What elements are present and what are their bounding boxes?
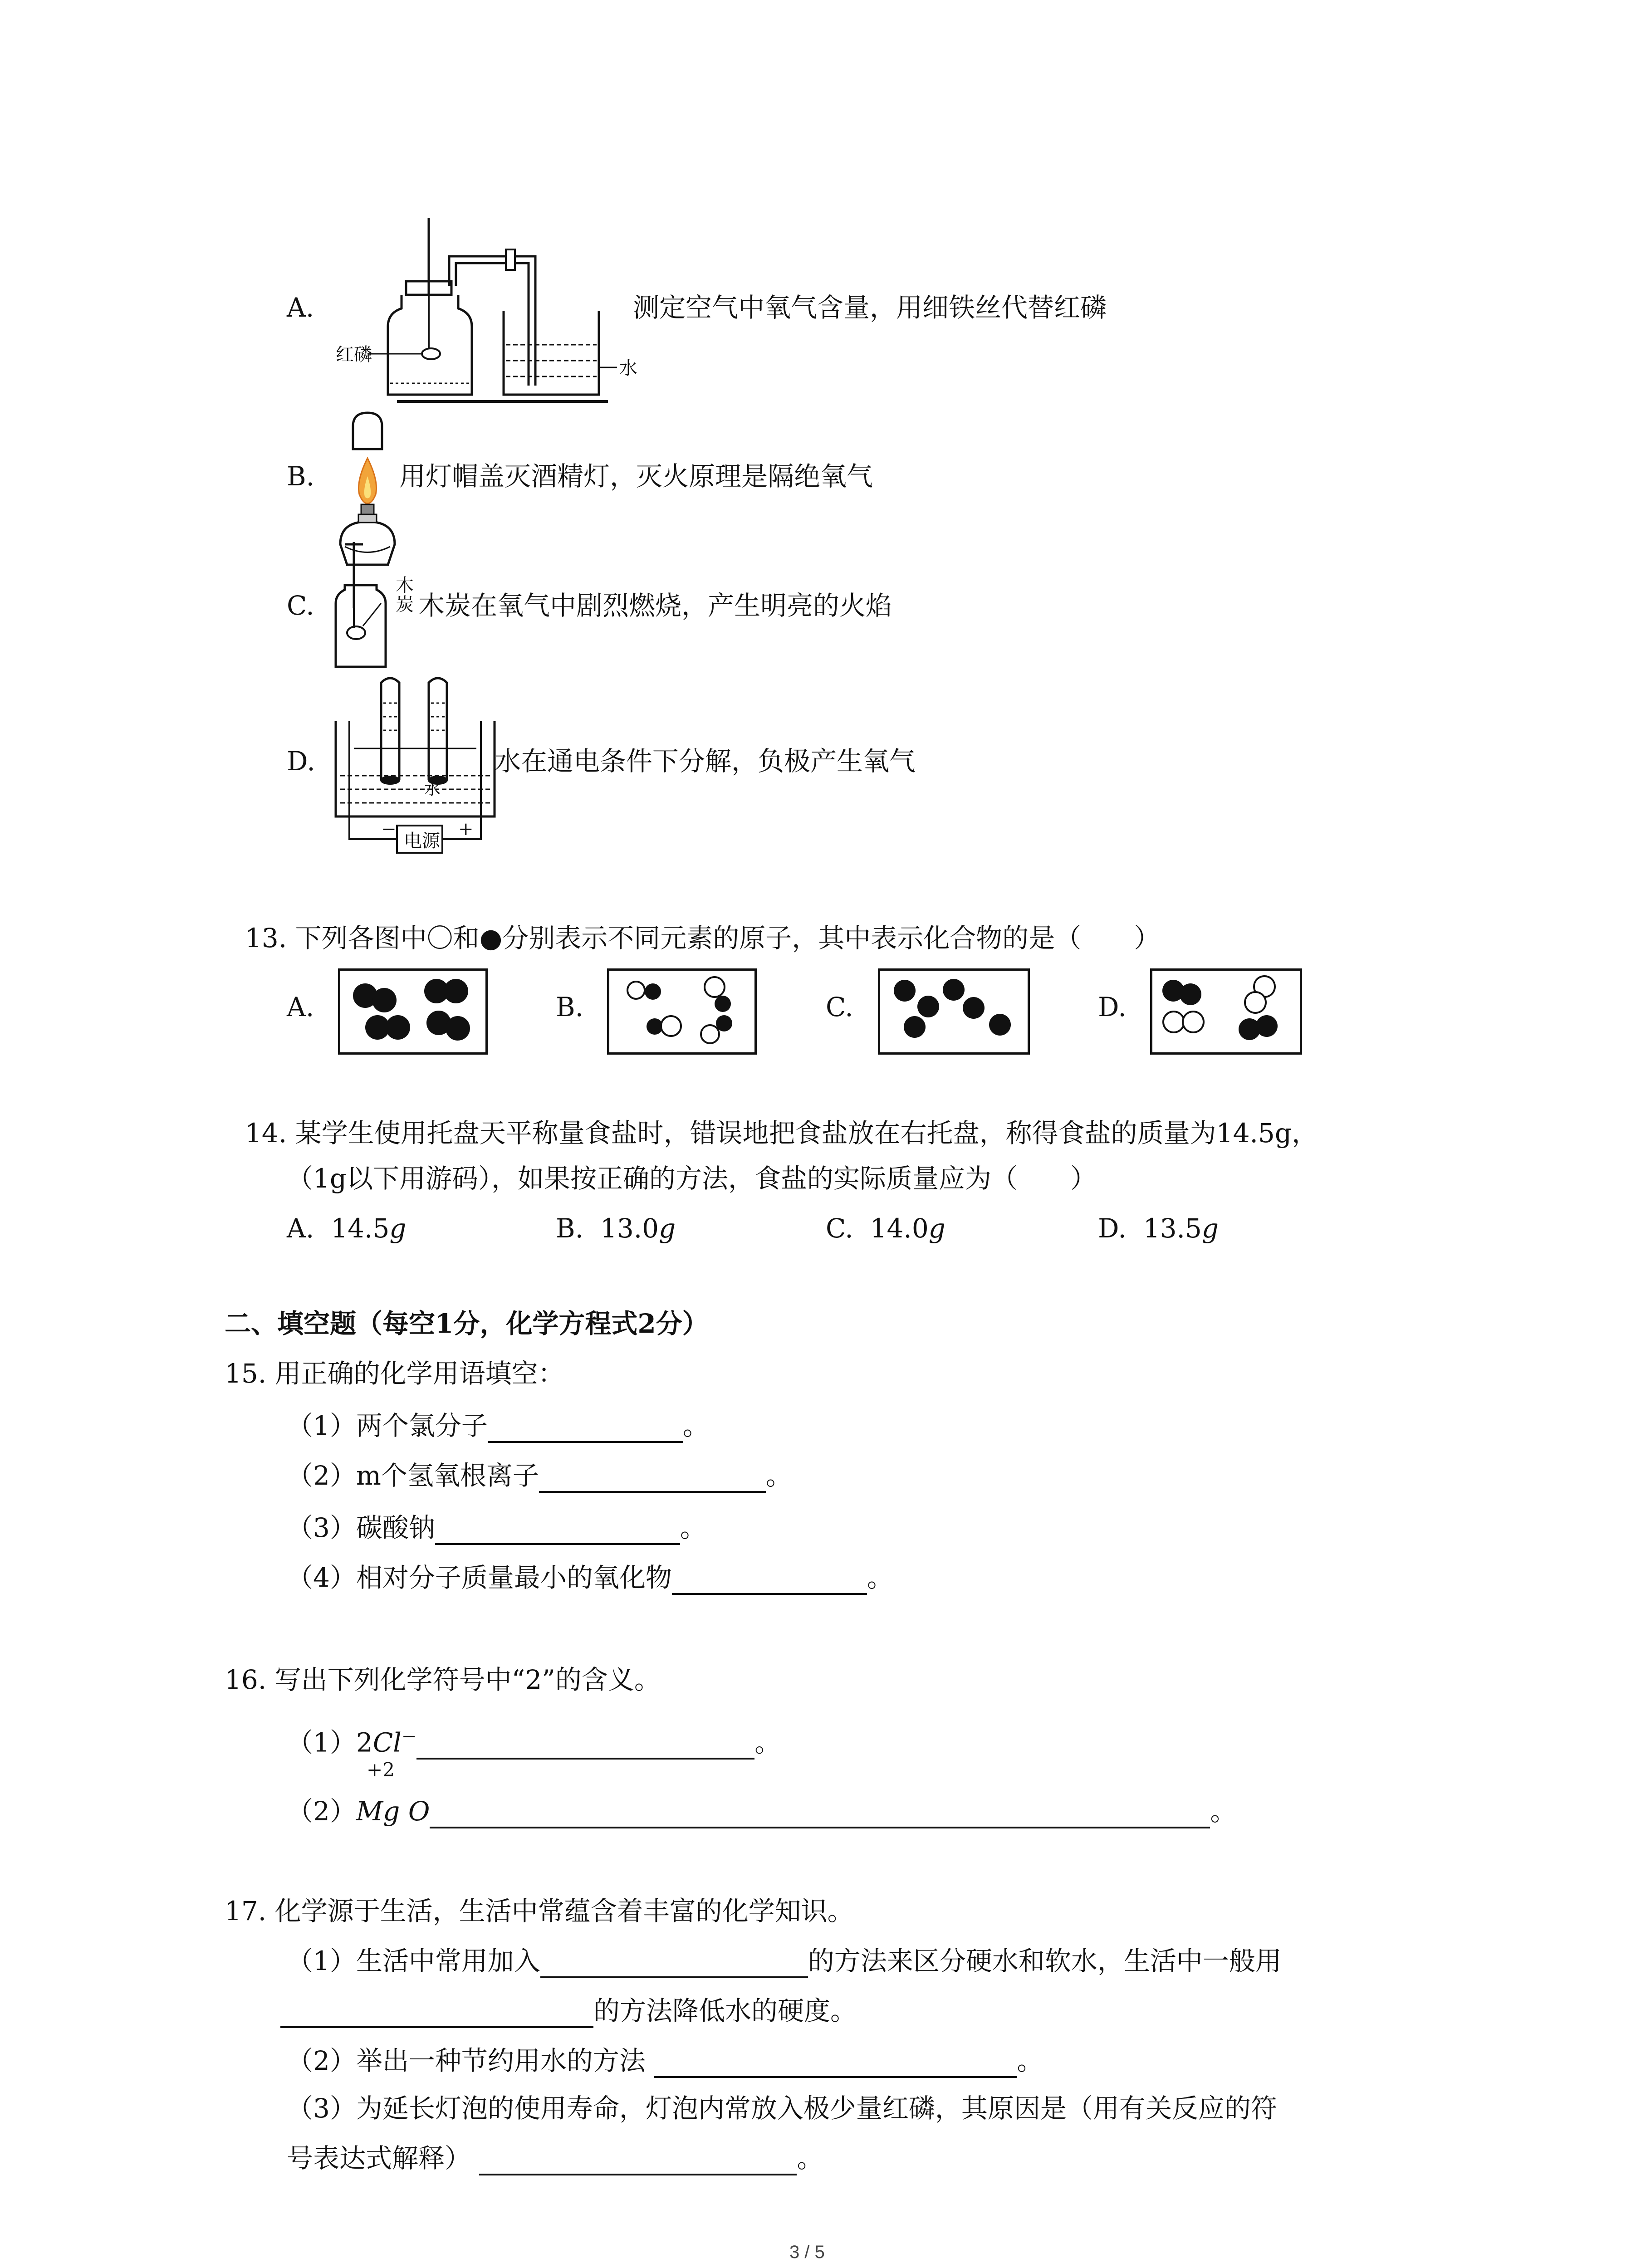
q14-option-d[interactable] [1098,1211,1219,1246]
q15-item3-text: （3）碳酸钠 [287,1512,435,1543]
q14-option-a-unit: g [389,1213,407,1244]
q15-item2-blank[interactable] [539,1464,766,1493]
atom-white [700,1024,720,1044]
atom-black [1256,1015,1278,1037]
q17-item2-text: （2）举出一种节约用水的方法 [287,2045,646,2076]
period: 。 [754,1727,781,1758]
q12-a-label-water: 水 [619,358,637,379]
q14-option-c-value: 14.0 [870,1213,929,1244]
q17-item1-text-a: （1）生活中常用加入 [287,1945,540,1976]
q16-item2-o: O [408,1796,430,1827]
q17-item2-blank[interactable] [654,2049,1017,2078]
atom-black [1180,983,1201,1005]
q16-item2-prefix: （2） [287,1796,356,1827]
q14-option-a-label: A. [287,1213,314,1244]
period: 。 [867,1562,893,1593]
atom-black [904,1016,926,1038]
q17-item1-blank2[interactable] [280,1999,593,2028]
q15-item1-text: （1）两个氯分子 [287,1410,488,1441]
atom-black [989,1014,1011,1036]
q12-a-figure [318,213,644,413]
atom-white [1182,1011,1205,1033]
q17-item1-text-b: 的方法来区分硬水和软水，生活中一般用 [808,1945,1282,1976]
q12-d-label: D. [287,746,315,777]
q12-c-label: C. [287,590,314,621]
period: 。 [797,2143,823,2174]
q13-option-b-label: B. [556,992,584,1022]
q15-item4-text: （4）相对分子质量最小的氧化物 [287,1562,672,1593]
q13-option-d-label: D. [1098,992,1127,1022]
atom-white [1244,991,1267,1014]
atom-black [894,980,916,1002]
q12-d-label-power: 电源 [404,831,440,851]
q13-option-a-box[interactable] [338,968,488,1055]
q13-stem: 13. 下列各图中〇和●分别表示不同元素的原子，其中表示化合物的是（ ） [245,923,1161,953]
page-number: 3 / 5 [789,2242,825,2262]
q16-stem: 16. 写出下列化学符号中“2”的含义。 [225,1664,661,1695]
q12-d-text: 水在通电条件下分解，负极产生氧气 [495,746,916,777]
q17-item2 [287,2043,1043,2078]
atom-white [660,1015,682,1037]
q15-item3-blank[interactable] [435,1516,680,1545]
atom-black [715,996,731,1012]
q12-d-label-water: 水 [424,780,441,798]
q12-d-plus: + [458,819,474,840]
q12-d-minus: − [381,819,397,840]
q16-item1-charge: − [401,1726,417,1747]
q16-item2-valence: +2 [367,1759,395,1781]
q16-item1-symbol: Cl [372,1727,402,1758]
q14-stem-line2: （1g以下用游码），如果按正确的方法，食盐的实际质量应为（ ） [287,1163,1097,1194]
atom-black [372,988,397,1012]
q15-item2-text: （2）m个氢氧根离子 [287,1460,539,1491]
q12-c-text: 木炭在氧气中剧烈燃烧，产生明亮的火焰 [418,590,892,621]
q17-item1-line1 [287,1944,1282,1978]
q17-item1-blank1[interactable] [540,1949,808,1978]
q12-a-label: A. [287,292,314,323]
q14-option-c-label: C. [826,1213,853,1244]
q17-item3-line1: （3）为延长灯泡的使用寿命，灯泡内常放入极少量红磷，其原因是（用有关反应的符 [287,2093,1277,2124]
q17-stem: 17. 化学源于生活，生活中常蕴含着丰富的化学知识。 [225,1896,854,1926]
q14-option-c[interactable] [826,1211,945,1246]
atom-white [704,976,725,998]
q14-option-b-unit: g [659,1213,676,1244]
atom-white [627,981,646,1000]
q14-option-a[interactable] [287,1211,406,1246]
q12-b-label: B. [287,461,315,492]
q16-item1-blank[interactable] [416,1730,754,1760]
q15-stem: 15. 用正确的化学用语填空： [225,1358,564,1389]
q14-option-a-value: 14.5 [331,1213,390,1244]
q14-stem-line1: 14. 某学生使用托盘天平称量食盐时，错误地把食盐放在右托盘，称得食盐的质量为14.5g， [245,1118,1318,1149]
q15-item4 [287,1560,893,1595]
q14-option-b-value: 13.0 [600,1213,659,1244]
q16-item2 [287,1794,1236,1828]
q12-a-text: 测定空气中氧气含量，用细铁丝代替红磷 [633,292,1107,323]
period: 。 [1210,1796,1237,1827]
atom-black [444,979,468,1003]
q13-option-b-box[interactable] [607,968,757,1055]
q12-c-label-wood: 木 [396,575,414,596]
q14-option-d-label: D. [1098,1213,1127,1244]
atom-black [943,979,965,1001]
q17-item1-text-c: 的方法降低水的硬度。 [593,1995,857,2026]
q15-item2 [287,1458,792,1493]
q14-option-d-value: 13.5 [1143,1213,1202,1244]
q13-option-c-label: C. [826,992,853,1022]
period: 。 [765,1460,792,1491]
period: 。 [1017,2045,1043,2076]
q13-option-a-label: A. [287,992,314,1022]
q16-item2-blank[interactable] [430,1799,1210,1828]
atom-black [963,997,985,1019]
period: 。 [680,1512,706,1543]
q13-option-c-box[interactable] [878,968,1030,1055]
period: 。 [682,1410,709,1441]
q15-item4-blank[interactable] [672,1566,867,1595]
atom-black [645,983,661,1000]
q15-item1 [287,1408,709,1443]
q16-item1 [287,1719,781,1760]
atom-black [446,1016,470,1041]
q15-item3 [287,1510,706,1545]
section-2-title: 二、填空题（每空1分，化学方程式2分） [225,1308,709,1339]
q14-option-b[interactable] [556,1211,676,1246]
q12-b-text: 用灯帽盖灭酒精灯，灭火原理是隔绝氧气 [399,461,873,492]
q14-option-d-unit: g [1201,1213,1219,1244]
q17-item3-line2 [287,2141,823,2175]
q17-item3-blank[interactable] [479,2146,797,2175]
q12-c-label-charcoal: 炭 [396,594,414,615]
atom-black [386,1015,410,1040]
q12-c-charcoal-figure [331,535,395,671]
q13-option-d-box[interactable] [1150,968,1302,1055]
atom-black [917,996,939,1017]
q16-item1-prefix: （1）2 [287,1727,373,1758]
q16-item2-mg: Mg [356,1796,400,1827]
q17-item1-line2 [280,1994,857,2028]
q14-option-c-unit: g [928,1213,945,1244]
q17-item3-text-b: 号表达式解释） [287,2143,471,2174]
q12-a-label-phosphorus: 红磷 [336,344,372,365]
q15-item1-blank[interactable] [488,1414,683,1443]
q14-option-b-label: B. [556,1213,584,1244]
